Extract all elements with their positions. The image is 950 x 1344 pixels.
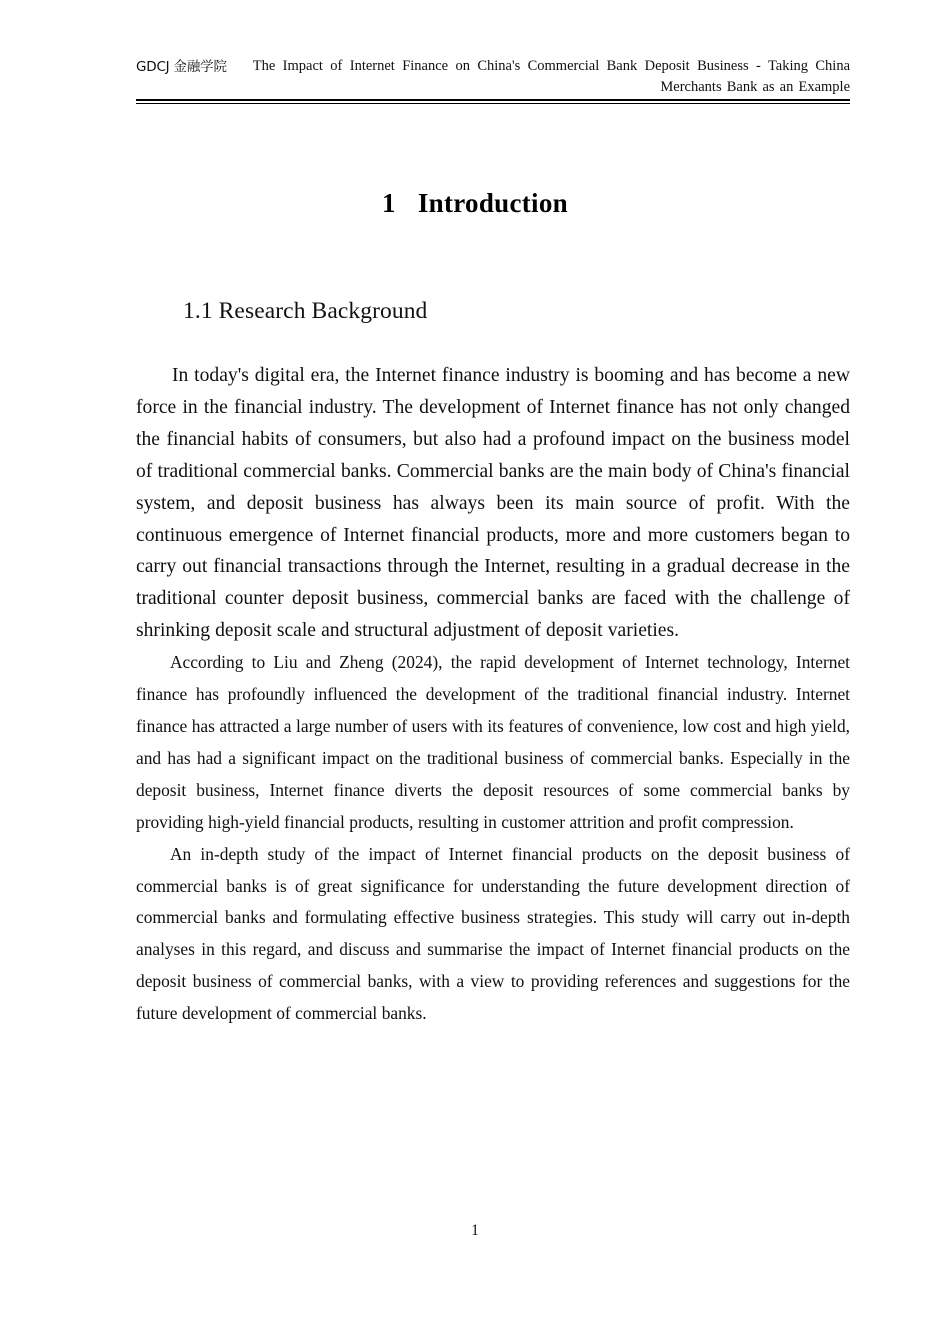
paragraph-1: In today's digital era, the Internet finance industry is booming and has become a new force in the financial industry. The development of Internet finance has not only changed the financial habits of consumers, but also had a profound impact on the business model of traditional commercial banks. Commercial banks are the main body of China's financial system, and deposit business has always been its main source of profit. With the continuous emergence of Internet financial products, more and more customers began to carry out financial transactions through the Internet, resulting in a gradual decrease in the traditional counter deposit business, commercial banks are faced with the challenge of shrinking deposit scale and structural adjustment of deposit varieties. [136, 365, 850, 642]
page-number: 1 [471, 1222, 479, 1239]
chapter-title-text: Introduction [417, 188, 568, 219]
paragraph-3: An in-depth study of the impact of Internet financial products on the deposit business of commercial banks is of great significance for understanding the future development direction of commercial banks and formulating effective business strategies. This study will carry out in-depth analyses in this regard, and discuss and summarise the impact of Internet financial products on the deposit business of commercial banks, with a view to providing references and suggestions for the future development of commercial banks. [136, 843, 850, 1024]
header-rule-divider [136, 99, 850, 104]
section-heading-research-background: 1.1 Research Background [183, 297, 428, 324]
chapter-title [0, 188, 950, 219]
body-text [136, 360, 850, 1030]
header-organization: GDCJ 金融学院 [136, 59, 227, 75]
running-header [136, 56, 850, 97]
paragraph-2: According to Liu and Zheng (2024), the rapid development of Internet technology, Internet finance has profoundly influenced the development of the traditional financial industry. Internet finance has attracted a large number of users with its features of convenience, low cost and high yield, and has had a significant impact on the traditional business of commercial banks. Especially in the deposit business, Internet finance diverts the deposit resources of some commercial banks by providing high-yield financial products, resulting in customer attrition and profit compression. [136, 652, 850, 832]
header-running-title: The Impact of Internet Finance on China's Commercial Bank Deposit Business - Taking China Merchants Bank as an Example [252, 58, 850, 95]
chapter-number: 1 [382, 188, 396, 219]
